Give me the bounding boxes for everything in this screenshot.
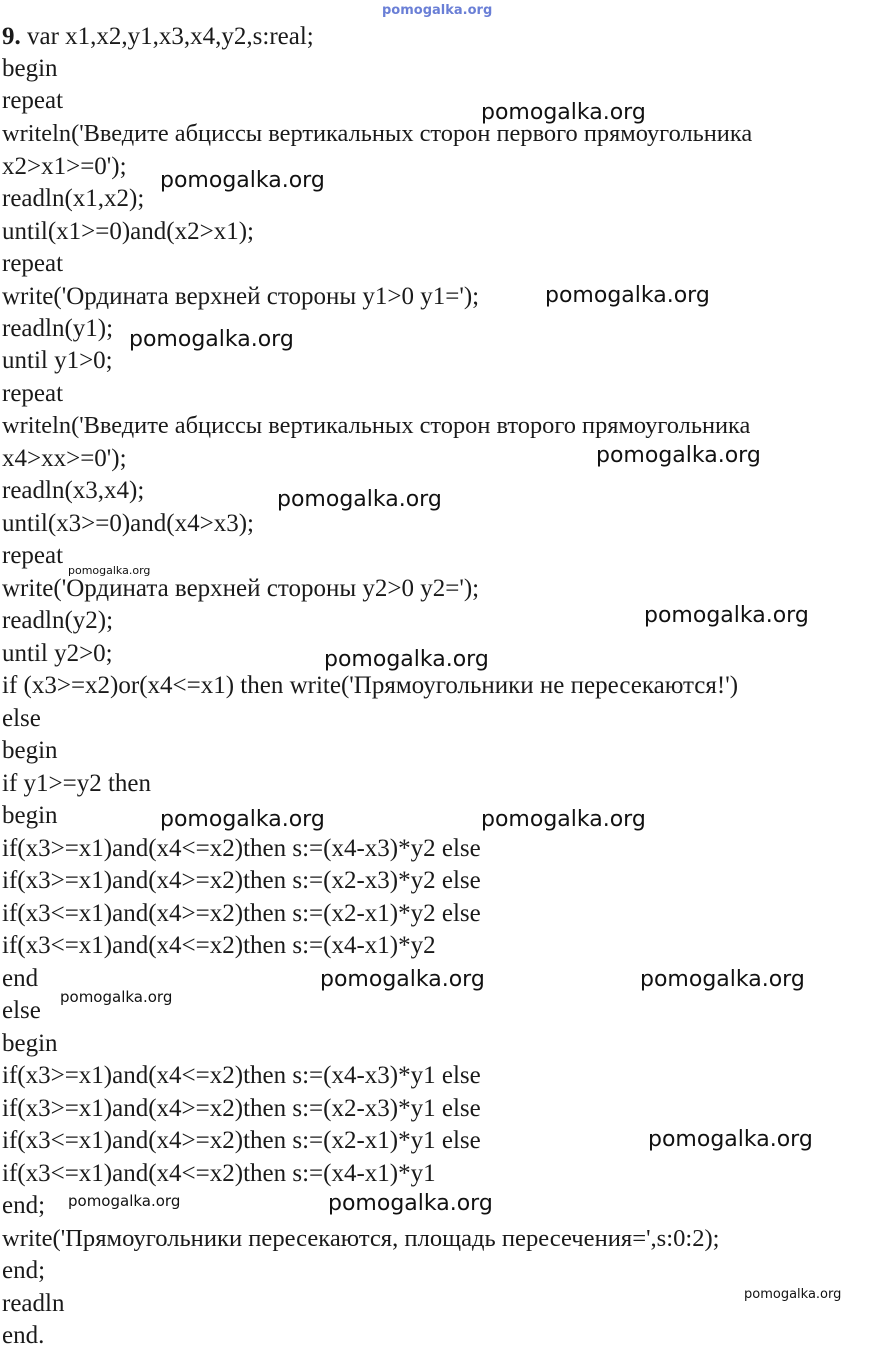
code-line: until y1>0; (2, 347, 113, 374)
problem-number: 9. (2, 23, 21, 50)
code-line: begin (2, 1030, 58, 1057)
code-line: if(x3>=x1)and(x4>=x2)then s:=(x2-x3)*y1 else (2, 1095, 481, 1122)
watermark: pomogalka.org (481, 807, 646, 832)
watermark: pomogalka.org (644, 603, 809, 628)
code-line: end; (2, 1257, 46, 1284)
code-line: write('Прямоугольники пересекаются, площадь пересечения=',s:0:2); (2, 1225, 720, 1252)
code-line: if(x3<=x1)and(x4>=x2)then s:=(x2-x1)*y2 else (2, 900, 481, 927)
code-line: end (2, 965, 39, 992)
code-line: readln(x3,x4); (2, 477, 145, 504)
code-line: repeat (2, 542, 64, 569)
code-line: readln(x1,x2); (2, 185, 145, 212)
code-line: begin (2, 737, 58, 764)
code-line: repeat (2, 380, 64, 407)
watermark-small: pomogalka.org (68, 1192, 181, 1210)
watermark: pomogalka.org (640, 967, 805, 992)
code-line: if(x3>=x1)and(x4<=x2)then s:=(x4-x3)*y2 else (2, 835, 481, 862)
code-line: readln(y1); (2, 315, 114, 342)
code-line: until(x3>=0)and(x4>x3); (2, 510, 254, 537)
watermark: pomogalka.org (545, 283, 710, 308)
watermark: pomogalka.org (320, 967, 485, 992)
watermark: pomogalka.org (481, 100, 646, 125)
code-line: x2>x1>=0'); (2, 153, 127, 180)
watermark-small: pomogalka.org (744, 1287, 842, 1302)
watermark: pomogalka.org (277, 487, 442, 512)
code-line: repeat (2, 250, 64, 277)
watermark: pomogalka.org (648, 1127, 813, 1152)
watermark: pomogalka.org (328, 1191, 493, 1216)
code-line: if(x3<=x1)and(x4>=x2)then s:=(x2-x1)*y1 else (2, 1127, 481, 1154)
watermark: pomogalka.org (129, 327, 294, 352)
code-line: if y1>=y2 then (2, 770, 152, 797)
code-line: write('Ордината верхней стороны y2>0 y2='); (2, 575, 480, 602)
code-line: else (2, 997, 41, 1024)
code-line: if(x3<=x1)and(x4<=x2)then s:=(x4-x1)*y1 (2, 1160, 436, 1187)
code-line-text: var x1,x2,y1,x3,x4,y2,s:real; (20, 23, 314, 50)
code-line: begin (2, 55, 58, 82)
code-line: if(x3<=x1)and(x4<=x2)then s:=(x4-x1)*y2 (2, 932, 436, 959)
code-line: writeln('Введите абциссы вертикальных сторон первого прямоугольника (2, 120, 753, 147)
code-line: readln(y2); (2, 607, 114, 634)
code-line: if(x3>=x1)and(x4<=x2)then s:=(x4-x3)*y1 else (2, 1062, 481, 1089)
code-line: begin (2, 802, 58, 829)
code-line: if(x3>=x1)and(x4>=x2)then s:=(x2-x3)*y2 else (2, 867, 481, 894)
watermark: pomogalka.org (160, 168, 325, 193)
code-line: else (2, 705, 41, 732)
code-line: readln (2, 1290, 65, 1317)
header-watermark: pomogalka.org (382, 3, 493, 18)
code-line-1 (2, 22, 314, 52)
watermark: pomogalka.org (160, 807, 325, 832)
code-line: x4>xx>=0'); (2, 445, 127, 472)
watermark-small: pomogalka.org (60, 988, 173, 1006)
code-line: write('Ордината верхней стороны y1>0 y1='); (2, 283, 480, 310)
code-line: if (x3>=x2)or(x4<=x1) then write('Прямоугольники не пересекаются!') (2, 672, 739, 699)
code-line: until y2>0; (2, 640, 113, 667)
code-line: end. (2, 1322, 45, 1349)
watermark-small: pomogalka.org (68, 564, 151, 577)
code-line: writeln('Введите абциссы вертикальных сторон второго прямоугольника (2, 412, 751, 439)
watermark: pomogalka.org (596, 443, 761, 468)
code-line: until(x1>=0)and(x2>x1); (2, 218, 254, 245)
code-line: repeat (2, 87, 64, 114)
code-line: end; (2, 1192, 46, 1219)
watermark: pomogalka.org (324, 647, 489, 672)
